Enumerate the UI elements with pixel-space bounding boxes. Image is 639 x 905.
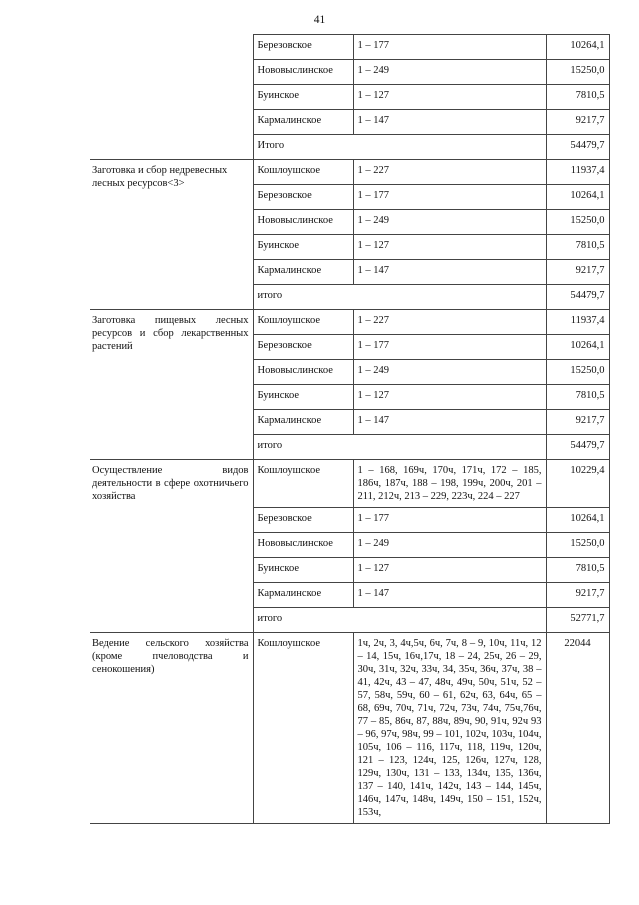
quarters-cell: 1 – 177	[353, 335, 546, 360]
quarters-cell: 1 – 249	[353, 533, 546, 558]
area-cell: 7810,5	[546, 85, 609, 110]
area-cell: 7810,5	[546, 235, 609, 260]
area-cell: 9217,7	[546, 410, 609, 435]
forestry-cell: Нововыслинское	[253, 360, 353, 385]
area-cell: 10264,1	[546, 335, 609, 360]
area-cell: 9217,7	[546, 583, 609, 608]
quarters-cell: 1ч, 2ч, 3, 4ч,5ч, 6ч, 7ч, 8 – 9, 10ч, 11ч, 12 – 14, 15ч, 16ч,17ч, 18 – 24, 25ч, 26 – 29, 30ч, 31ч, 32ч, 33ч, 34, 35ч, 36ч, 37ч, 38 – 41, 42ч, 43 – 47, 48ч, 49ч, 50ч, 51ч, 52 – 57, 58ч, 59ч, 60 – 61, 62ч, 63, 64ч, 65 – 68, 69ч, 70ч, 71ч, 72ч, 73ч, 74ч, 75ч,76ч, 77 – 85, 86ч, 87, 88ч, 89ч, 90, 91ч, 92ч 93 – 96, 97ч, 98ч, 99 – 101, 102ч, 103ч, 104ч, 105ч, 106 – 116, 117ч, 118, 119ч, 120ч, 121 – 123, 124ч, 125, 126ч, 127ч, 128, 129ч, 130ч, 131 – 133, 134ч, 135, 136ч, 137 – 140, 141ч, 142ч, 143 – 144, 145ч, 146ч, 147ч, 148ч, 149ч, 150 – 151, 152ч, 153ч,	[353, 633, 546, 824]
area-cell: 15250,0	[546, 60, 609, 85]
total-area: 54479,7	[546, 135, 609, 160]
forestry-cell: Кошлоушское	[253, 633, 353, 824]
activity-cell	[90, 633, 253, 824]
total-area: 54479,7	[546, 285, 609, 310]
area-cell: 11937,4	[546, 310, 609, 335]
activity-label: Осуществление видов деятельности в сфере охотничьего хозяйства	[92, 465, 249, 502]
forestry-cell: Кармалинское	[253, 583, 353, 608]
quarters-cell: 1 – 127	[353, 85, 546, 110]
quarters-cell: 1 – 147	[353, 110, 546, 135]
quarters-cell: 1 – 127	[353, 385, 546, 410]
forestry-cell: Буинское	[253, 235, 353, 260]
table-row	[90, 35, 609, 60]
forestry-cell: Кошлоушское	[253, 310, 353, 335]
forestry-cell: Буинское	[253, 558, 353, 583]
quarters-cell: 1 – 127	[353, 558, 546, 583]
forestry-table	[90, 34, 610, 824]
activity-cell	[90, 35, 253, 160]
area-cell: 10264,1	[546, 35, 609, 60]
forestry-cell: Кармалинское	[253, 110, 353, 135]
total-area: 52771,7	[546, 608, 609, 633]
forestry-cell: Березовское	[253, 335, 353, 360]
forestry-cell: Нововыслинское	[253, 210, 353, 235]
area-cell: 15250,0	[546, 210, 609, 235]
forestry-cell: Березовское	[253, 508, 353, 533]
forestry-cell: Березовское	[253, 35, 353, 60]
forestry-cell: Кошлоушское	[253, 160, 353, 185]
quarters-cell: 1 – 227	[353, 160, 546, 185]
quarters-cell: 1 – 177	[353, 508, 546, 533]
table-row	[90, 160, 609, 185]
quarters-cell: 1 – 147	[353, 583, 546, 608]
area-cell: 7810,5	[546, 558, 609, 583]
activity-cell: Заготовка и сбор недревесных лесных ресурсов<3>	[90, 160, 253, 310]
total-label: итого	[253, 285, 546, 310]
forestry-cell: Кошлоушское	[253, 460, 353, 508]
page-number: 41	[313, 14, 326, 26]
area-cell: 15250,0	[546, 360, 609, 385]
forestry-cell: Кармалинское	[253, 260, 353, 285]
area-cell: 7810,5	[546, 385, 609, 410]
quarters-cell: 1 – 249	[353, 60, 546, 85]
total-area: 54479,7	[546, 435, 609, 460]
forestry-cell: Нововыслинское	[253, 60, 353, 85]
forestry-cell: Нововыслинское	[253, 533, 353, 558]
table-row	[90, 310, 609, 335]
quarters-cell: 1 – 177	[353, 185, 546, 210]
quarters-cell: 1 – 177	[353, 35, 546, 60]
table-row	[90, 633, 609, 824]
quarters-cell: 1 – 147	[353, 410, 546, 435]
total-label: итого	[253, 435, 546, 460]
activity-cell	[90, 310, 253, 460]
area-cell: 10264,1	[546, 185, 609, 210]
forestry-cell: Буинское	[253, 85, 353, 110]
quarters-cell: 1 – 249	[353, 360, 546, 385]
area-cell: 22044	[546, 633, 609, 824]
area-cell: 11937,4	[546, 160, 609, 185]
quarters-cell: 1 – 147	[353, 260, 546, 285]
activity-cell	[90, 460, 253, 633]
total-label: Итого	[253, 135, 546, 160]
quarters-cell: 1 – 249	[353, 210, 546, 235]
area-cell: 9217,7	[546, 110, 609, 135]
activity-label: Ведение сельского хозяйства (кроме пчеловодства и сенокошения)	[92, 638, 249, 675]
total-label: итого	[253, 608, 546, 633]
forestry-cell: Березовское	[253, 185, 353, 210]
quarters-cell: 1 – 227	[353, 310, 546, 335]
activity-label: Заготовка пищевых лесных ресурсов и сбор лекарственных растений	[92, 315, 249, 352]
area-cell: 9217,7	[546, 260, 609, 285]
area-cell: 10229,4	[546, 460, 609, 508]
forestry-cell: Буинское	[253, 385, 353, 410]
quarters-cell: 1 – 127	[353, 235, 546, 260]
quarters-cell: 1 – 168, 169ч, 170ч, 171ч, 172 – 185, 186ч, 187ч, 188 – 198, 199ч, 200ч, 201 – 211, 212ч, 213 – 229, 223ч, 224 – 227	[353, 460, 546, 508]
forestry-cell: Кармалинское	[253, 410, 353, 435]
area-cell: 15250,0	[546, 533, 609, 558]
table-row	[90, 460, 609, 508]
area-cell: 10264,1	[546, 508, 609, 533]
